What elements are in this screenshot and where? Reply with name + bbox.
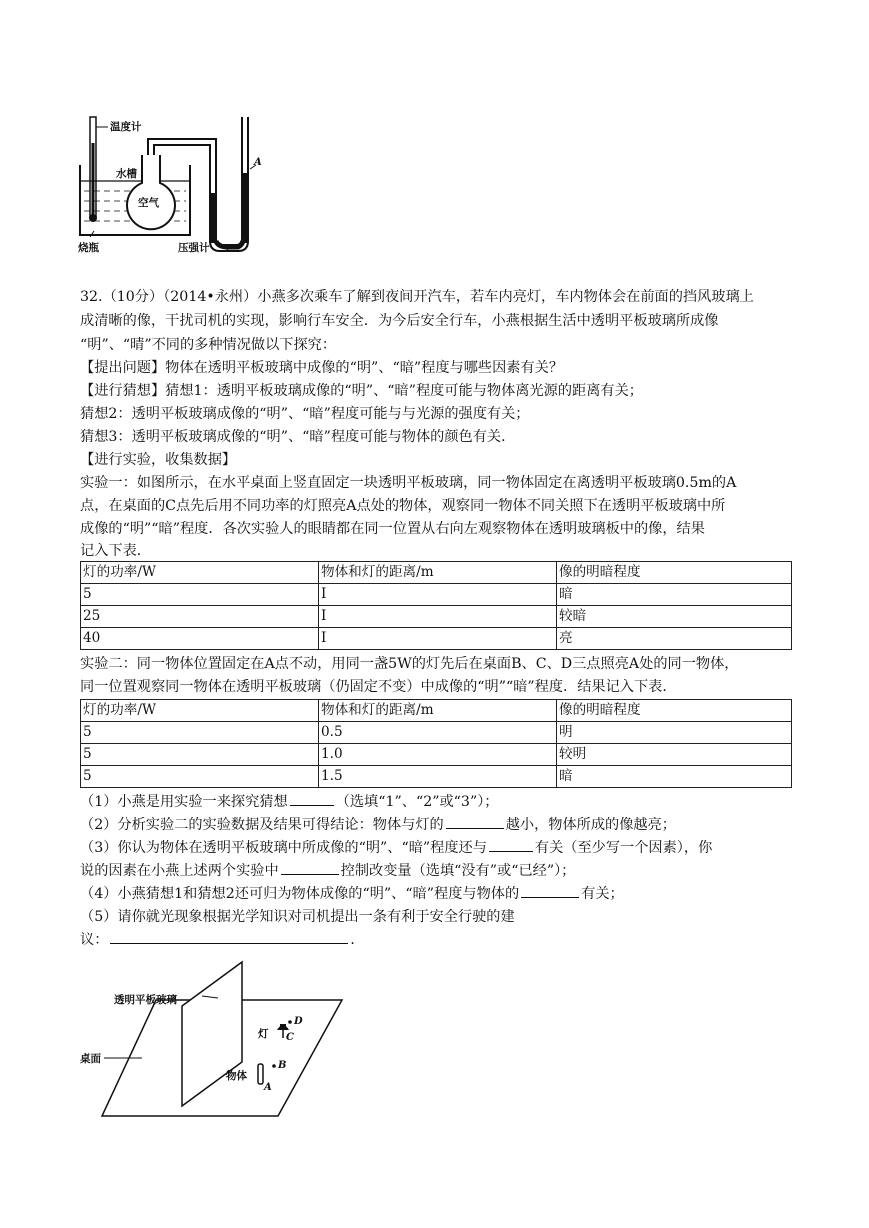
question-line: 成像的“明”“暗”程度．各次实验人的眼睛都在同一位置从右向左观察物体在透明玻璃板中的像，结果 [80, 521, 705, 537]
question-line: 记入下表． [80, 543, 151, 559]
water-tank-label: 水槽 [116, 168, 137, 180]
table-row [81, 606, 792, 628]
figure-glass-desk [78, 958, 348, 1123]
subquestion-text: （4）小燕猜想1和猜想2还可归为物体成像的“明”、“暗”程度与物体的 [80, 886, 520, 902]
point-c-label: C [286, 1032, 294, 1043]
subquestion-1 [80, 791, 498, 814]
experiment1-table [80, 561, 792, 650]
table-cell: 0.5 [319, 722, 557, 744]
table-row [81, 744, 792, 766]
experiment2-table [80, 699, 792, 788]
table-cell: 40 [81, 628, 319, 650]
answer-blank-6[interactable] [110, 929, 348, 944]
question-line: 【进行猜想】猜想1：透明平板玻璃成像的“明”、“暗”程度可能与物体离光源的距离有关； [80, 383, 643, 399]
question-line: 实验一：如图所示，在水平桌面上竖直固定一块透明平板玻璃，同一物体固定在离透明平板玻璃0.5m的A [80, 475, 737, 491]
experiment2-line: 实验二：同一物体位置固定在A点不动，用同一盏5W的灯先后在桌面B、C、D三点照亮A处的同一物体， [80, 656, 739, 672]
point-a-label: A [264, 1082, 272, 1093]
answer-blank-1[interactable] [290, 791, 334, 806]
subquestion-text: （1）小燕是用实验一来探究猜想 [80, 794, 288, 810]
experiment2-line: 同一位置观察同一物体在透明平板玻璃（仍固定不变）中成像的“明”“暗”程度．结果记入下表． [80, 679, 677, 695]
subquestion-text: （2）分析实验二的实验数据及结果可得结论：物体与灯的 [80, 817, 444, 833]
question-line: 32.（10分）（2014•永州）小燕多次乘车了解到夜间开汽车，若车内亮灯，车内物体会在前面的挡风玻璃上 [80, 289, 754, 305]
question-line: 猜想3：透明平板玻璃成像的“明”、“暗”程度可能与物体的颜色有关． [80, 429, 516, 445]
table-header-cell: 像的明暗程度 [557, 562, 792, 584]
table-cell: 5 [81, 744, 319, 766]
subquestion-text: （3）你认为物体在透明平板玻璃中所成像的“明”、“暗”程度还与 [80, 840, 487, 856]
question-line: 【提出问题】物体在透明平板玻璃中成像的“明”、“暗”程度与哪些因素有关？ [80, 360, 564, 376]
table-header-row [81, 700, 792, 722]
table-cell: 明 [557, 722, 792, 744]
subquestion-text: 有关（至少写一个因素），你 [534, 840, 713, 856]
table-row [81, 584, 792, 606]
desk-label: 桌面 [80, 1053, 101, 1065]
lamp-label: 灯 [258, 1028, 269, 1040]
subquestion-3 [80, 837, 712, 860]
figure-apparatus [78, 113, 268, 258]
subquestion-5-cont [80, 929, 365, 952]
table-cell: I [319, 628, 557, 650]
answer-blank-5[interactable] [521, 883, 579, 898]
air-label: 空气 [138, 197, 159, 209]
point-d-label: D [294, 1016, 303, 1027]
point-b-label: B [278, 1060, 287, 1071]
table-row [81, 628, 792, 650]
answer-blank-3[interactable] [489, 837, 533, 852]
subquestion-text: （5）请你就光现象根据光学知识对司机提出一条有利于安全行驶的建 [80, 909, 515, 925]
subquestion-2 [80, 814, 676, 837]
question-line: 点，在桌面的C点先后用不同功率的灯照亮A点处的物体，观察同一物体不同关照下在透明平板玻璃中所 [80, 498, 726, 514]
table-cell: I [319, 606, 557, 628]
question-line: 猜想2：透明平板玻璃成像的“明”、“暗”程度可能与与光源的强度有关； [80, 406, 530, 422]
glass-label: 透明平板玻璃 [114, 994, 177, 1006]
subquestion-text: ． [350, 932, 365, 948]
question-line: 【进行实验，收集数据】 [80, 452, 237, 468]
table-cell: 5 [81, 722, 319, 744]
question-line: 成清晰的像，干扰司机的实现，影响行车安全．为今后安全行车，小燕根据生活中透明平板玻璃所成像 [80, 313, 719, 329]
table-cell: I [319, 584, 557, 606]
manometer-label: 压强计 [178, 242, 210, 254]
object-label: 物体 [226, 1070, 247, 1082]
question-line: “明”、“晴”不同的多种情况做以下探究： [80, 337, 337, 353]
glass-desk-drawing [78, 958, 348, 1123]
table-cell: 较暗 [557, 606, 792, 628]
subquestion-text: 有关； [581, 886, 624, 902]
table-header-cell: 物体和灯的距离/m [319, 562, 557, 584]
table-header-cell: 物体和灯的距离/m [319, 700, 557, 722]
table-cell: 暗 [557, 766, 792, 788]
table-cell: 较明 [557, 744, 792, 766]
table-row [81, 722, 792, 744]
table-header-row [81, 562, 792, 584]
table-header-cell: 灯的功率/W [81, 700, 319, 722]
answer-blank-2[interactable] [446, 814, 504, 829]
subquestion-4 [80, 883, 624, 906]
table-cell: 5 [81, 766, 319, 788]
table-header-cell: 灯的功率/W [81, 562, 319, 584]
answer-blank-4[interactable] [281, 860, 339, 875]
subquestion-text: 控制改变量（选填“没有”或“已经”）； [340, 863, 576, 879]
table-cell: 25 [81, 606, 319, 628]
thermometer-label: 温度计 [110, 121, 142, 133]
subquestion-5 [80, 906, 515, 929]
table-header-cell: 像的明暗程度 [557, 700, 792, 722]
table-cell: 5 [81, 584, 319, 606]
flask-label: 烧瓶 [78, 242, 99, 254]
subquestion-text: （选填“1”、“2”或“3”）； [335, 794, 499, 810]
subquestion-text: 说的因素在小燕上述两个实验中 [80, 863, 279, 879]
subquestion-text: 议： [80, 932, 109, 948]
subquestion-3-cont [80, 860, 575, 883]
apparatus-drawing [78, 113, 268, 258]
table-row [81, 766, 792, 788]
point-a-label: A [254, 157, 262, 168]
subquestion-text: 越小，物体所成的像越亮； [505, 817, 676, 833]
table-cell: 暗 [557, 584, 792, 606]
table-cell: 亮 [557, 628, 792, 650]
table-cell: 1.5 [319, 766, 557, 788]
table-cell: 1.0 [319, 744, 557, 766]
